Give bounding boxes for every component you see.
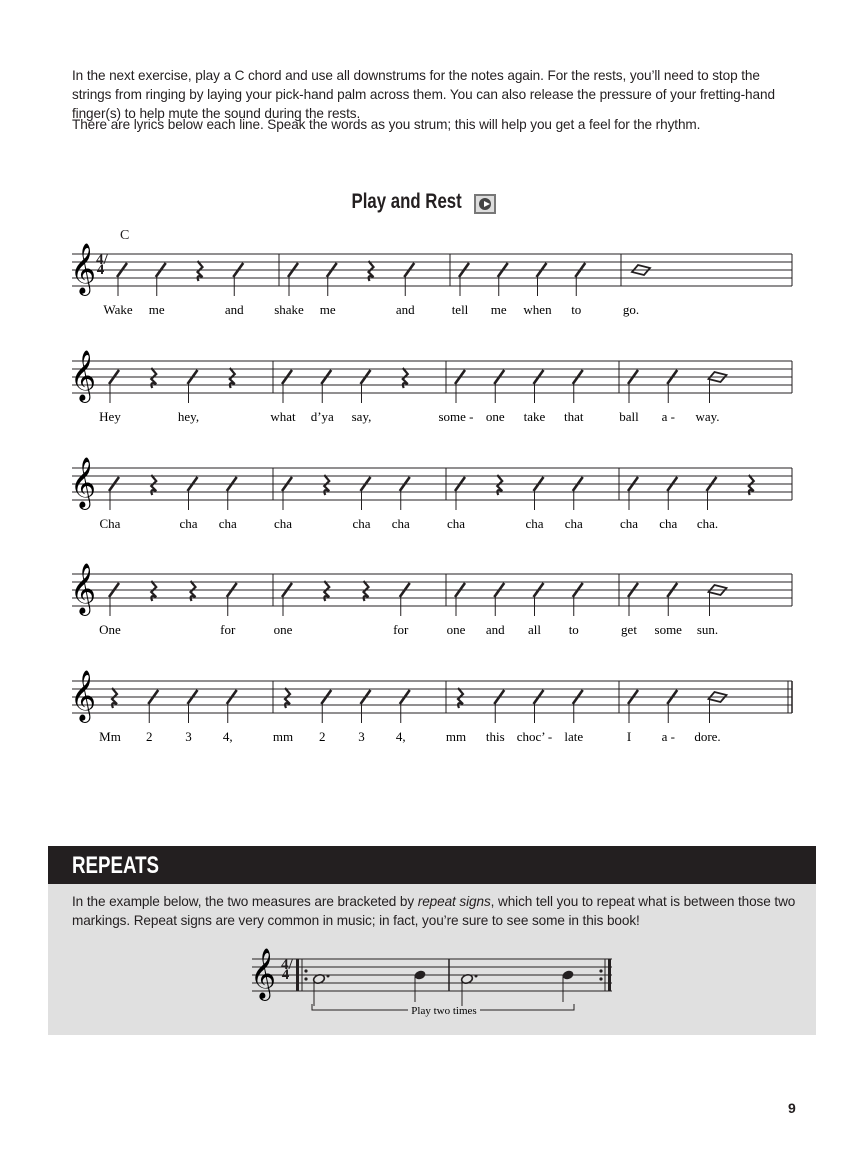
lyric: late <box>564 729 584 744</box>
lyric: say, <box>351 409 372 424</box>
lyric: cha <box>446 516 466 531</box>
lyric: cha <box>218 516 237 531</box>
lyric: cha <box>564 516 583 531</box>
lyric: one <box>446 622 466 637</box>
lyric: 2 <box>146 729 153 744</box>
lyric: get <box>621 622 637 637</box>
treble-clef-icon: 𝄞 <box>70 351 97 400</box>
lyric: cha <box>525 516 544 531</box>
lyric: one <box>485 409 505 424</box>
repeat-start-barline <box>296 959 299 991</box>
augmentation-dot <box>475 975 478 978</box>
lyric: One <box>99 622 121 637</box>
treble-clef-icon: 𝄞 <box>70 458 97 507</box>
lyric: 4, <box>395 729 406 744</box>
intro-paragraph: In the next exercise, play a C chord and use all downstrums for the notes again. For the rests, you’ll need to stop the strings from ringing by laying your pick-hand palm across them. You can also release the pressure of your fretting-hand finger(s) to help mute the sound during the rests. <box>72 68 775 121</box>
section-heading: REPEATS <box>72 852 160 879</box>
lyric: for <box>220 622 236 637</box>
intro-paragraph-lyrics: There are lyrics below each line. Speak the words as you strum; this will help you get a feel for the rhythm. <box>72 117 701 132</box>
lyric: sun. <box>696 622 719 637</box>
staff-line-4 <box>0 560 864 660</box>
bracket-label: Play two times <box>411 1005 477 1017</box>
lyric: and <box>395 302 415 317</box>
lyric: go. <box>622 302 640 317</box>
lyric: 3 <box>185 729 192 744</box>
repeats-paragraph <box>72 892 802 930</box>
lyric: when <box>523 302 552 317</box>
lyric: way. <box>695 409 720 424</box>
lyric: cha <box>273 516 293 531</box>
repeat-dot <box>304 977 307 980</box>
lyric: to <box>571 302 582 317</box>
page-number: 9 <box>788 1100 796 1116</box>
lyric: shake <box>274 302 304 317</box>
lyric: Hey <box>99 409 121 424</box>
lyric: cha <box>352 516 371 531</box>
lyric: I <box>626 729 632 744</box>
lyric: what <box>270 409 296 424</box>
lyric: hey, <box>177 409 200 424</box>
lyric: cha. <box>696 516 719 531</box>
text: , which tell you to repeat what is between those two markings. Repeat signs are very common in music; in fact, you’re sure to see some in this book! <box>72 894 796 928</box>
lyric: cha <box>179 516 198 531</box>
augmentation-dot <box>327 975 330 978</box>
lyric: and <box>485 622 505 637</box>
lyric: all <box>528 622 541 637</box>
lyric: that <box>564 409 584 424</box>
lyric: me <box>490 302 507 317</box>
treble-clef-icon: 𝄞 <box>70 671 97 720</box>
staff-line-1 <box>0 240 864 340</box>
exercise-title: Play and Rest <box>351 190 462 213</box>
emphasized-term: repeat signs <box>417 894 491 909</box>
lyric: mm <box>445 729 467 744</box>
lyric: some <box>654 622 682 637</box>
repeat-dot <box>599 969 602 972</box>
repeat-end-barline <box>608 959 611 991</box>
lyric: Cha <box>99 516 121 531</box>
lyric: take <box>523 409 546 424</box>
text: In the example below, the two measures are bracketed by <box>72 894 418 909</box>
lyric: cha <box>659 516 678 531</box>
lyric: mm <box>272 729 294 744</box>
repeat-example-notation <box>0 940 864 1020</box>
lyric: and <box>224 302 244 317</box>
lyric: choc’ - <box>516 729 553 744</box>
chord-symbol: C <box>120 228 130 243</box>
lyric: Wake <box>103 302 133 317</box>
lyric: Mm <box>99 729 121 744</box>
lyric: to <box>568 622 579 637</box>
lyric: d’ya <box>310 409 334 424</box>
audio-play-icon[interactable] <box>474 194 496 214</box>
lyric: 4, <box>222 729 233 744</box>
lyric: 2 <box>319 729 326 744</box>
lyric: some - <box>438 409 474 424</box>
repeat-dot <box>304 969 307 972</box>
lyric: a - <box>661 729 675 744</box>
treble-clef-icon: 𝄞 <box>70 564 97 613</box>
lyric: for <box>393 622 409 637</box>
staff-line-3 <box>0 454 864 554</box>
treble-clef-icon: 𝄞 <box>70 244 97 293</box>
lyric: this <box>485 729 505 744</box>
lyric: ball <box>619 409 639 424</box>
lyric: tell <box>451 302 469 317</box>
staff-line-2 <box>0 347 864 447</box>
repeat-time-signature: 4/4 <box>281 957 293 983</box>
lyric: one <box>273 622 293 637</box>
lyric: cha <box>391 516 410 531</box>
exercise-time-signature: 4/4 <box>96 252 108 278</box>
lyric: me <box>148 302 165 317</box>
repeat-dot <box>599 977 602 980</box>
section-header <box>48 846 816 884</box>
lyric: me <box>319 302 336 317</box>
lyric: 3 <box>358 729 365 744</box>
lyric: cha <box>619 516 639 531</box>
lyric: a - <box>661 409 675 424</box>
staff-line-5 <box>0 667 864 767</box>
lyric: dore. <box>694 729 721 744</box>
treble-clef-icon: 𝄞 <box>250 949 277 998</box>
